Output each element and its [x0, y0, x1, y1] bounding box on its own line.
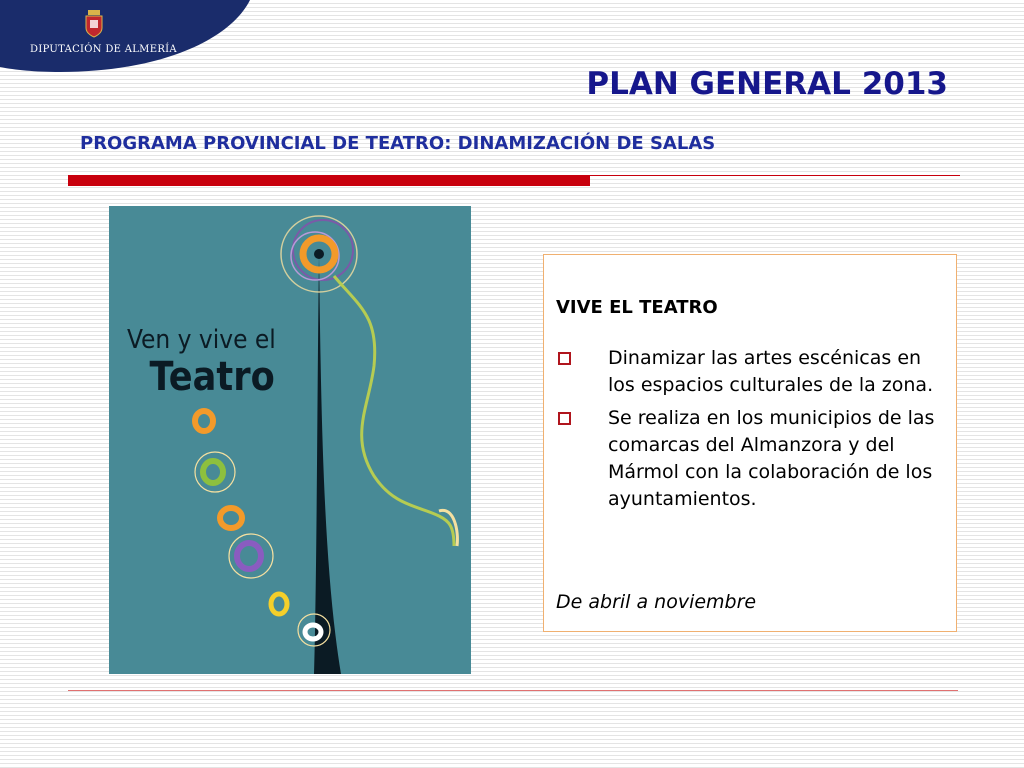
- header-divider-bar: [68, 175, 590, 186]
- poster-text-line1: Ven y vive el: [127, 325, 276, 355]
- content-heading: VIVE EL TEATRO: [556, 297, 718, 318]
- page-subtitle: PROGRAMA PROVINCIAL DE TEATRO: DINAMIZACIÓN DE SALAS: [80, 133, 716, 154]
- bullet-text: Se realiza en los municipios de las comarcas del Almanzora y del Mármol con la colaboración de los ayuntamientos.: [608, 407, 935, 510]
- poster-text-line2: Teatro: [149, 352, 275, 400]
- bullet-list: [556, 345, 952, 519]
- logo-banner: [0, 0, 260, 80]
- list-item: [556, 345, 952, 399]
- list-item: [556, 405, 952, 513]
- bullet-text: Dinamizar las artes escénicas en los espacios culturales de la zona.: [608, 347, 934, 396]
- coat-of-arms-icon: [84, 10, 104, 38]
- square-bullet-icon: [558, 412, 571, 425]
- header-divider-line: [590, 175, 960, 176]
- square-bullet-icon: [558, 352, 571, 365]
- footer-divider-line: [68, 690, 958, 691]
- logo-text: DIPUTACIÓN DE ALMERÍA: [30, 44, 177, 55]
- theatre-poster: [109, 206, 471, 674]
- content-footer: De abril a noviembre: [556, 591, 757, 613]
- page-title: PLAN GENERAL 2013: [586, 66, 948, 102]
- content-box: [543, 254, 957, 632]
